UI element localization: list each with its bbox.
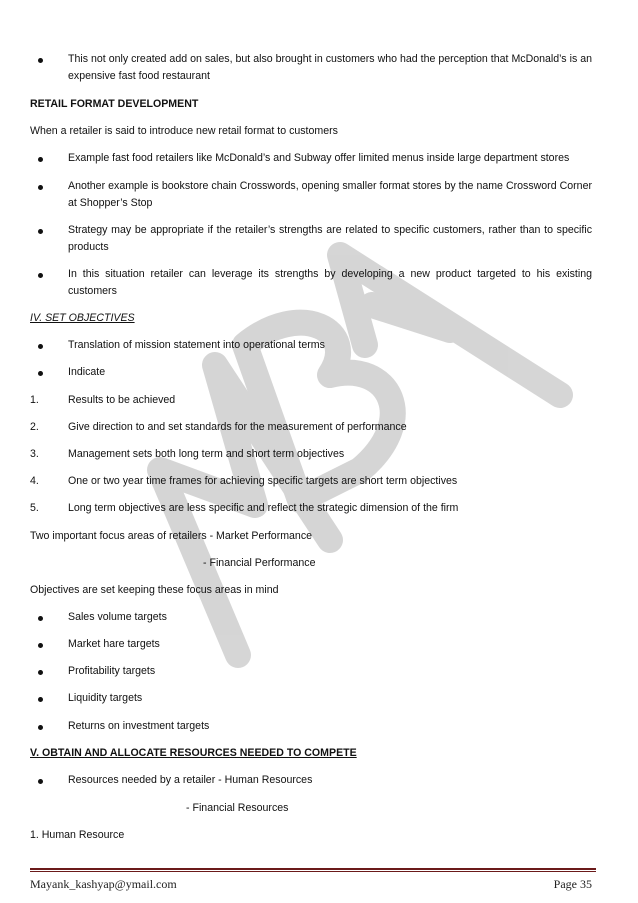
objectives-bullet-2: Indicate <box>68 366 106 378</box>
numbered-item-3: Management sets both long term and short term objectives <box>68 448 345 460</box>
retail-bullet-2: Another example is bookstore chain Crosswords, opening smaller format stores by the name Crossword Corner at Shopper’s Stop <box>68 180 592 209</box>
bullet-dot <box>38 643 43 648</box>
retail-format-heading: RETAIL FORMAT DEVELOPMENT <box>30 98 199 110</box>
numbered-item-2: Give direction to and set standards for the measurement of performance <box>68 421 407 433</box>
resources-bullet: Resources needed by a retailer - Human Resources <box>68 774 313 786</box>
target-item-2: Market hare targets <box>68 638 160 650</box>
retail-bullet-1: Example fast food retailers like McDonald’s and Subway offer limited menus inside large department stores <box>68 152 570 164</box>
numbered-marker: 5. <box>30 502 39 514</box>
target-item-4: Liquidity targets <box>68 692 143 704</box>
footer-page-number: Page 35 <box>553 877 592 891</box>
bullet-dot <box>38 725 43 730</box>
target-item-1: Sales volume targets <box>68 611 167 623</box>
bullet-dot <box>38 157 43 162</box>
bullet-dot <box>38 371 43 376</box>
bullet-dot <box>38 185 43 190</box>
focus-areas-line: Two important focus areas of retailers - Market Performance <box>30 530 313 542</box>
retail-bullet-4: In this situation retailer can leverage its strengths by developing a new product targeted to his existing customers <box>68 268 592 297</box>
footer-rule <box>30 868 596 870</box>
retail-bullet-3: Strategy may be appropriate if the retailer’s strengths are related to specific customers, rather than to specific products <box>68 224 592 253</box>
objectives-bullet-1: Translation of mission statement into operational terms <box>68 339 325 351</box>
numbered-marker: 2. <box>30 421 39 433</box>
numbered-marker: 4. <box>30 475 39 487</box>
footer-email: Mayank_kashyap@ymail.com <box>30 877 177 891</box>
bullet-dot <box>38 779 43 784</box>
human-resource-item: 1. Human Resource <box>30 829 125 841</box>
numbered-item-4: One or two year time frames for achieving specific targets are short term objectives <box>68 475 458 487</box>
numbered-marker: 1. <box>30 394 39 406</box>
resources-heading: V. OBTAIN AND ALLOCATE RESOURCES NEEDED TO COMPETE <box>30 747 357 759</box>
focus-areas-line-2: - Financial Performance <box>203 557 316 569</box>
bullet-dot <box>38 670 43 675</box>
top-bullet-text: This not only created add on sales, but also brought in customers who had the perception that McDonald’s is an expensive fast food restaurant <box>68 53 592 82</box>
bullet-dot <box>38 697 43 702</box>
target-item-3: Profitability targets <box>68 665 156 677</box>
numbered-item-5: Long term objectives are less specific and reflect the strategic dimension of the firm <box>68 502 459 514</box>
set-objectives-heading: IV. SET OBJECTIVES <box>30 312 135 324</box>
footer-rule-thin <box>30 871 596 872</box>
resources-financial-line: - Financial Resources <box>186 802 289 814</box>
bullet-dot <box>38 273 43 278</box>
target-item-5: Returns on investment targets <box>68 720 210 732</box>
numbered-item-1: Results to be achieved <box>68 394 176 406</box>
objectives-keeping-line: Objectives are set keeping these focus areas in mind <box>30 584 279 596</box>
bullet-dot <box>38 616 43 621</box>
retail-format-intro: When a retailer is said to introduce new retail format to customers <box>30 125 338 137</box>
bullet-dot <box>38 344 43 349</box>
numbered-marker: 3. <box>30 448 39 460</box>
bullet-dot <box>38 229 43 234</box>
bullet-dot <box>38 58 43 63</box>
